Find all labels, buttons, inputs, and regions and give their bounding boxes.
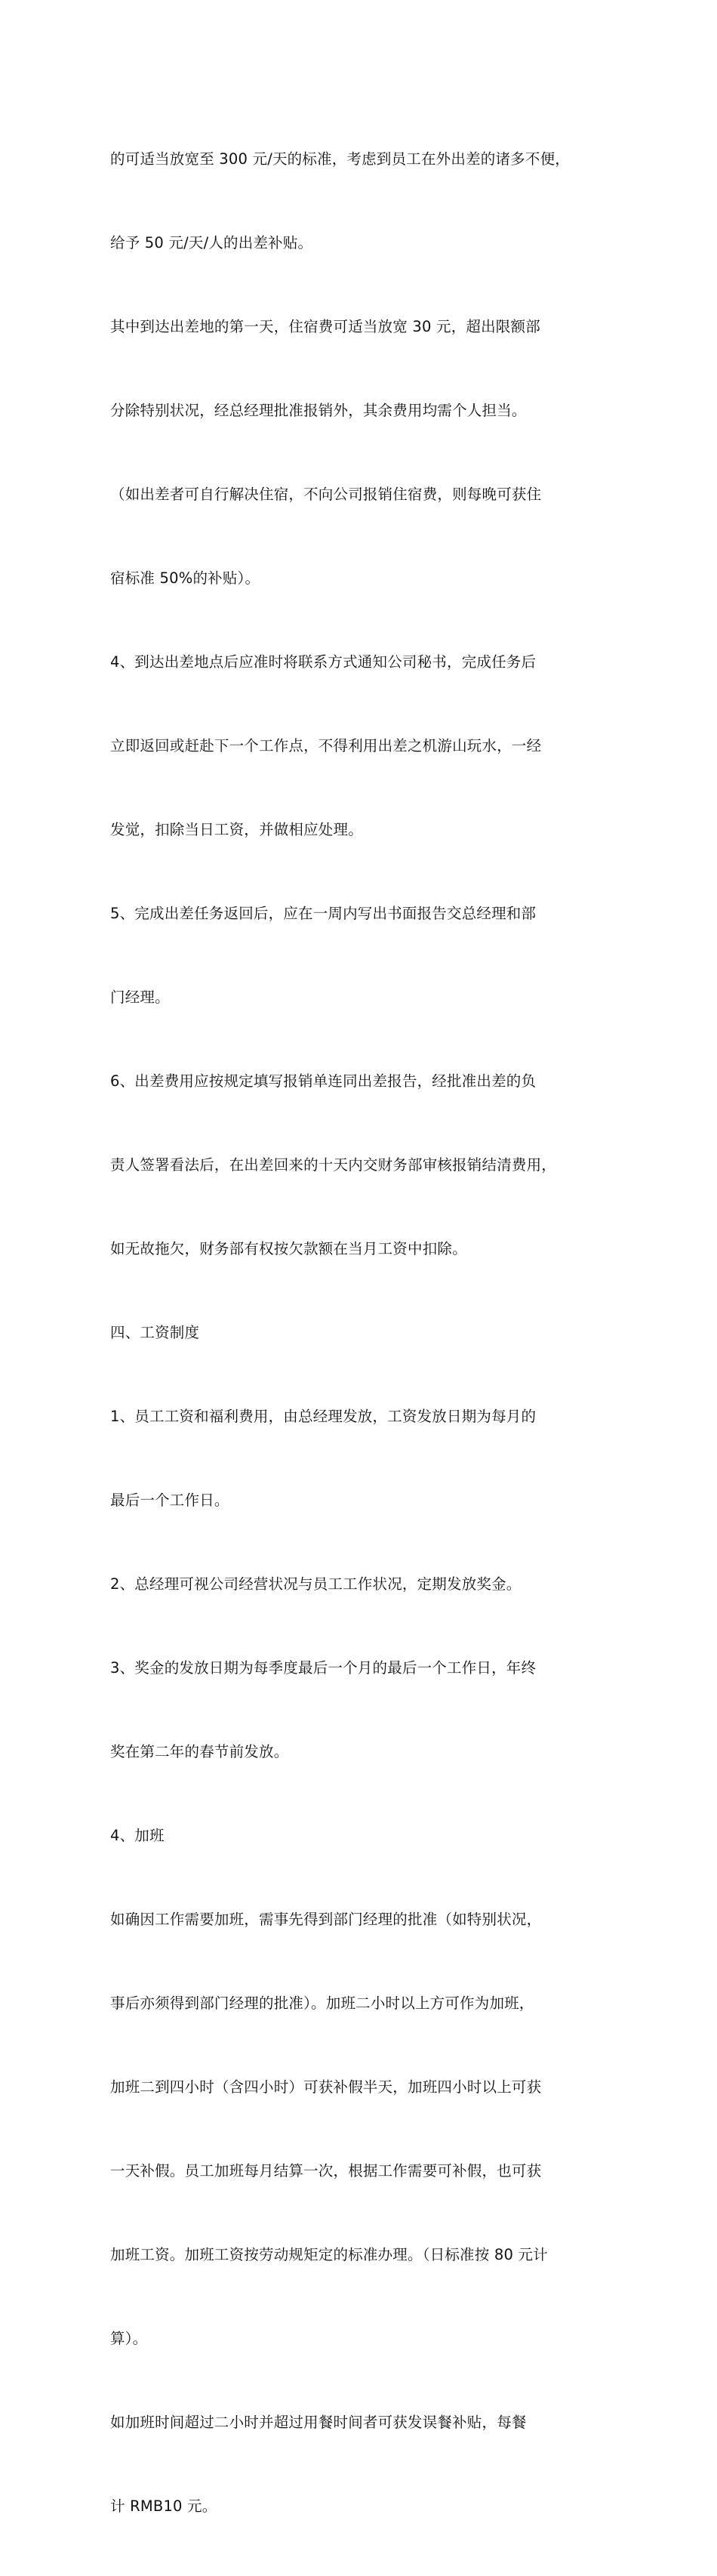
document-body	[110, 89, 617, 2576]
text-line: 计 RMB10 元。	[110, 2497, 217, 2515]
text-line: 如加班时间超过二小时并超过用餐时间者可获发误餐补贴，每餐	[110, 2414, 527, 2431]
text-line: 事后亦须得到部门经理的批准）。加班二小时以上方可作为加班，	[110, 1994, 534, 2012]
text-line: 四、工资制度	[110, 1324, 200, 1341]
text-line: 奖在第二年的春节前发放。	[110, 1743, 289, 1760]
text-line: 4、到达出差地点后应准时将联系方式通知公司秘书，完成任务后	[110, 653, 537, 671]
text-line: 的可适当放宽至 300 元/天的标准，考虑到员工在外出差的诸多不便，	[110, 150, 570, 168]
text-line: 立即返回或赶赴下一个工作点，不得利用出差之机游山玩水，一经	[110, 737, 542, 754]
text-line: 一天补假。员工加班每月结算一次，根据工作需要可补假，也可获	[110, 2162, 542, 2180]
text-line: 1、员工工资和福利费用，由总经理发放，工资发放日期为每月的	[110, 1408, 537, 1425]
text-line: 分除特别状况，经总经理批准报销外，其余费用均需个人担当。	[110, 402, 527, 419]
text-line: （如出差者可自行解决住宿，不向公司报销住宿费，则每晚可获住	[110, 486, 542, 503]
text-line: 其中到达出差地的第一天，住宿费可适当放宽 30 元，超出限额部	[110, 318, 540, 335]
text-line: 3、奖金的发放日期为每季度最后一个月的最后一个工作日，年终	[110, 1659, 537, 1677]
text-line: 如无故拖欠，财务部有权按欠款额在当月工资中扣除。	[110, 1240, 467, 1257]
text-line: 算）。	[110, 2330, 148, 2347]
text-line: 加班工资。加班工资按劳动规矩定的标准办理。（日标准按 80 元计	[110, 2246, 548, 2263]
document-text-block	[110, 89, 617, 2576]
text-line: 6、出差费用应按规定填写报销单连同出差报告，经批准出差的负	[110, 1072, 537, 1090]
text-line: 责人签署看法后，在出差回来的十天内交财务部审核报销结清费用，	[110, 1156, 557, 1174]
text-line: 4、加班	[110, 1827, 165, 1844]
text-line: 发觉，扣除当日工资，并做相应处理。	[110, 821, 363, 838]
text-line: 2、总经理可视公司经营状况与员工工作状况，定期发放奖金。	[110, 1575, 522, 1593]
text-line: 宿标准 50%的补贴）。	[110, 569, 260, 587]
text-line: 门经理。	[110, 989, 170, 1006]
text-line: 5、完成出差任务返回后，应在一周内写出书面报告交总经理和部	[110, 905, 537, 922]
text-line: 给予 50 元/天/人的出差补贴。	[110, 234, 313, 251]
text-line: 加班二到四小时（含四小时）可获补假半天，加班四小时以上可获	[110, 2078, 542, 2096]
text-line: 如确因工作需要加班，需事先得到部门经理的批准（如特别状况，	[110, 1911, 542, 1928]
text-line: 最后一个工作日。	[110, 1492, 229, 1509]
